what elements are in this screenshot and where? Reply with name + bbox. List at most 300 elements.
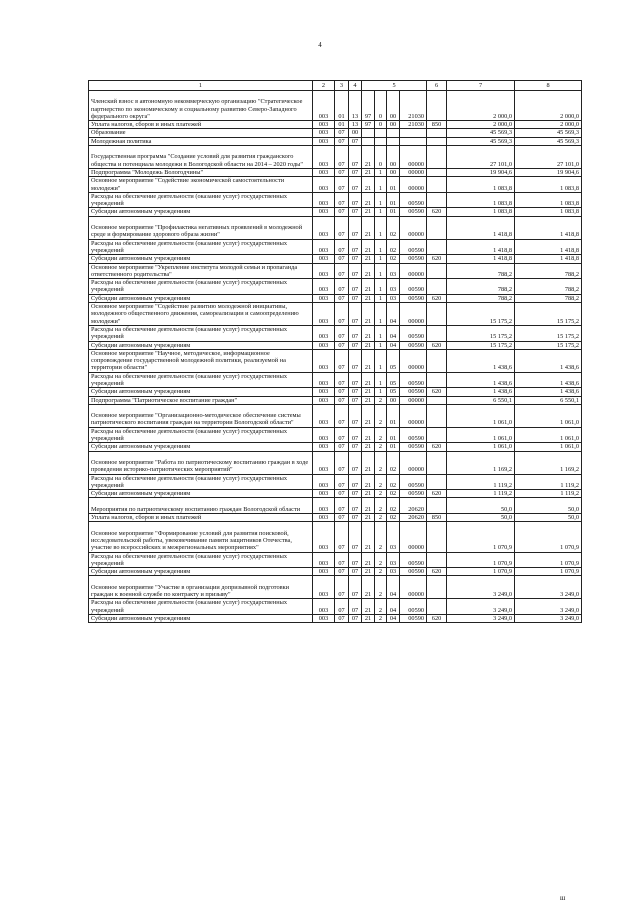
subsection-code-cell: 07	[349, 474, 362, 490]
amount-year1-cell: 19 904,6	[447, 168, 515, 176]
direction-code-cell: 00590	[400, 614, 427, 622]
amount-year1-cell: 3 249,0	[447, 614, 515, 622]
row-name-cell: Основное мероприятие "Укрепление института молодой семьи и пропаганда ответственного родительства"	[89, 263, 313, 279]
amount-year1-cell: 2 000,0	[447, 121, 515, 129]
ministry-code-cell: 003	[313, 325, 335, 341]
subsection-code-cell: 07	[349, 341, 362, 349]
table-row	[89, 239, 582, 255]
program-code-cell: 21	[362, 498, 375, 514]
direction-code-cell: 00590	[400, 279, 427, 295]
subsection-code-cell: 07	[349, 192, 362, 208]
subsection-code-cell: 07	[349, 568, 362, 576]
event-code-cell: 04	[387, 303, 400, 326]
direction-code-cell: 00590	[400, 443, 427, 451]
header-cell: 4	[349, 81, 362, 91]
amount-year2-cell: 1 070,9	[515, 568, 582, 576]
amount-year1-cell: 15 175,2	[447, 325, 515, 341]
table-row	[89, 129, 582, 137]
event-code-cell: 01	[387, 427, 400, 443]
amount-year2-cell: 1 438,6	[515, 349, 582, 372]
table-row	[89, 552, 582, 568]
amount-year1-cell: 1 438,6	[447, 388, 515, 396]
program-code-cell: 21	[362, 490, 375, 498]
ministry-code-cell: 003	[313, 294, 335, 302]
subsection-code-cell: 07	[349, 427, 362, 443]
amount-year1-cell: 788,2	[447, 294, 515, 302]
subsection-code-cell: 07	[349, 208, 362, 216]
section-code-cell: 07	[335, 498, 349, 514]
program-code-cell: 21	[362, 443, 375, 451]
section-code-cell: 07	[335, 279, 349, 295]
program-code-cell: 21	[362, 168, 375, 176]
ministry-code-cell: 003	[313, 427, 335, 443]
program-code-cell: 21	[362, 404, 375, 427]
subsection-code-cell: 07	[349, 349, 362, 372]
amount-year2-cell: 788,2	[515, 294, 582, 302]
expense-type-code-cell	[427, 372, 447, 388]
section-code-cell: 07	[335, 490, 349, 498]
table-row	[89, 490, 582, 498]
expense-type-code-cell	[427, 498, 447, 514]
expense-type-code-cell	[427, 146, 447, 169]
section-code-cell: 07	[335, 192, 349, 208]
subsection-code-cell: 07	[349, 303, 362, 326]
subprogram-code-cell: 1	[375, 372, 387, 388]
event-code-cell: 01	[387, 443, 400, 451]
row-name-cell: Субсидии автономным учреждениям	[89, 255, 313, 263]
row-name-cell: Основное мероприятие "Организационно-методическое обеспечение системы патриотического воспитания граждан на территории Вологодской области"	[89, 404, 313, 427]
amount-year1-cell: 1 061,0	[447, 443, 515, 451]
subsection-code-cell: 07	[349, 614, 362, 622]
amount-year2-cell: 1 418,8	[515, 239, 582, 255]
amount-year2-cell: 1 169,2	[515, 451, 582, 474]
table-row	[89, 451, 582, 474]
amount-year1-cell: 1 119,2	[447, 490, 515, 498]
expense-type-code-cell	[427, 137, 447, 145]
event-code-cell: 04	[387, 341, 400, 349]
row-name-cell: Уплата налогов, сборов и иных платежей	[89, 121, 313, 129]
row-name-cell: Основное мероприятие "Формирование условий для развития поисковой, исследовательской работы, увековечивание памяти защитников Отечества, участие во всероссийских и межрегиональных мероприятиях"	[89, 522, 313, 552]
event-code-cell: 04	[387, 614, 400, 622]
table-row	[89, 279, 582, 295]
direction-code-cell: 00000	[400, 451, 427, 474]
program-code-cell: 21	[362, 568, 375, 576]
direction-code-cell: 21030	[400, 91, 427, 121]
amount-year1-cell: 1 169,2	[447, 451, 515, 474]
program-code-cell: 21	[362, 396, 375, 404]
program-code-cell	[362, 137, 375, 145]
ministry-code-cell: 003	[313, 91, 335, 121]
row-name-cell: Основное мероприятие "Участие в организации допризывной подготовки граждан к военной службе по контракту и призыву"	[89, 576, 313, 599]
section-code-cell: 07	[335, 427, 349, 443]
direction-code-cell: 00000	[400, 576, 427, 599]
event-code-cell: 04	[387, 325, 400, 341]
event-code-cell	[387, 137, 400, 145]
subsection-code-cell: 07	[349, 490, 362, 498]
direction-code-cell: 00590	[400, 568, 427, 576]
ministry-code-cell: 003	[313, 474, 335, 490]
program-code-cell: 21	[362, 263, 375, 279]
program-code-cell: 21	[362, 427, 375, 443]
expense-type-code-cell: 620	[427, 490, 447, 498]
direction-code-cell: 00000	[400, 404, 427, 427]
ministry-code-cell: 003	[313, 372, 335, 388]
subsection-code-cell: 07	[349, 522, 362, 552]
expense-type-code-cell	[427, 129, 447, 137]
ministry-code-cell: 003	[313, 303, 335, 326]
program-code-cell: 21	[362, 177, 375, 193]
event-code-cell: 03	[387, 552, 400, 568]
subprogram-code-cell: 1	[375, 388, 387, 396]
event-code-cell: 05	[387, 349, 400, 372]
table-row	[89, 177, 582, 193]
header-cell: 5	[362, 81, 427, 91]
ministry-code-cell: 003	[313, 216, 335, 239]
row-name-cell: Расходы на обеспечение деятельности (оказание услуг) государственных учреждений	[89, 192, 313, 208]
direction-code-cell: 00000	[400, 177, 427, 193]
ministry-code-cell: 003	[313, 576, 335, 599]
amount-year2-cell: 15 175,2	[515, 325, 582, 341]
section-code-cell: 07	[335, 599, 349, 615]
amount-year1-cell: 27 101,0	[447, 146, 515, 169]
event-code-cell: 00	[387, 396, 400, 404]
header-cell: 2	[313, 81, 335, 91]
row-name-cell: Субсидии автономным учреждениям	[89, 388, 313, 396]
section-code-cell: 07	[335, 388, 349, 396]
event-code-cell: 01	[387, 208, 400, 216]
row-name-cell: Расходы на обеспечение деятельности (оказание услуг) государственных учреждений	[89, 552, 313, 568]
header-cell: 8	[515, 81, 582, 91]
program-code-cell: 21	[362, 341, 375, 349]
amount-year1-cell: 1 418,8	[447, 255, 515, 263]
section-code-cell: 07	[335, 303, 349, 326]
direction-code-cell	[400, 129, 427, 137]
section-code-cell: 07	[335, 216, 349, 239]
table-row	[89, 325, 582, 341]
ministry-code-cell: 003	[313, 599, 335, 615]
subprogram-code-cell: 2	[375, 404, 387, 427]
direction-code-cell: 00590	[400, 239, 427, 255]
amount-year1-cell: 1 438,6	[447, 349, 515, 372]
direction-code-cell: 00590	[400, 325, 427, 341]
amount-year1-cell: 50,0	[447, 498, 515, 514]
subprogram-code-cell: 2	[375, 396, 387, 404]
row-name-cell: Основное мероприятие "Профилактика негативных проявлений в молодежной среде и формирование здорового образа жизни"	[89, 216, 313, 239]
amount-year1-cell: 1 418,8	[447, 216, 515, 239]
header-cell: 1	[89, 81, 313, 91]
table-row	[89, 168, 582, 176]
subprogram-code-cell: 1	[375, 255, 387, 263]
subsection-code-cell: 07	[349, 168, 362, 176]
ministry-code-cell: 003	[313, 168, 335, 176]
program-code-cell: 21	[362, 294, 375, 302]
amount-year2-cell: 6 550,1	[515, 396, 582, 404]
amount-year1-cell: 45 569,3	[447, 129, 515, 137]
table-row	[89, 443, 582, 451]
subsection-code-cell: 07	[349, 404, 362, 427]
subprogram-code-cell: 2	[375, 427, 387, 443]
direction-code-cell: 00590	[400, 552, 427, 568]
event-code-cell: 03	[387, 522, 400, 552]
subprogram-code-cell: 2	[375, 490, 387, 498]
section-code-cell: 07	[335, 255, 349, 263]
amount-year1-cell: 3 249,0	[447, 599, 515, 615]
amount-year1-cell: 1 418,8	[447, 239, 515, 255]
direction-code-cell	[400, 137, 427, 145]
subsection-code-cell: 07	[349, 146, 362, 169]
subprogram-code-cell: 0	[375, 121, 387, 129]
ministry-code-cell: 003	[313, 568, 335, 576]
amount-year2-cell: 1 083,8	[515, 208, 582, 216]
expense-type-code-cell: 620	[427, 294, 447, 302]
section-code-cell: 07	[335, 568, 349, 576]
section-code-cell: 07	[335, 451, 349, 474]
row-name-cell: Расходы на обеспечение деятельности (оказание услуг) государственных учреждений	[89, 474, 313, 490]
section-code-cell: 07	[335, 514, 349, 522]
header-cell: 7	[447, 81, 515, 91]
subprogram-code-cell: 1	[375, 208, 387, 216]
direction-code-cell: 00000	[400, 263, 427, 279]
event-code-cell: 02	[387, 255, 400, 263]
ministry-code-cell: 003	[313, 349, 335, 372]
amount-year2-cell: 50,0	[515, 514, 582, 522]
event-code-cell: 01	[387, 404, 400, 427]
subprogram-code-cell: 1	[375, 216, 387, 239]
ministry-code-cell: 003	[313, 255, 335, 263]
subsection-code-cell: 07	[349, 216, 362, 239]
program-code-cell: 21	[362, 192, 375, 208]
row-name-cell: Субсидии автономным учреждениям	[89, 294, 313, 302]
subsection-code-cell: 07	[349, 552, 362, 568]
amount-year2-cell: 45 569,3	[515, 129, 582, 137]
amount-year2-cell: 788,2	[515, 279, 582, 295]
section-code-cell: 07	[335, 208, 349, 216]
expense-type-code-cell	[427, 396, 447, 404]
row-name-cell: Расходы на обеспечение деятельности (оказание услуг) государственных учреждений	[89, 279, 313, 295]
direction-code-cell: 00000	[400, 303, 427, 326]
amount-year1-cell: 1 070,9	[447, 552, 515, 568]
program-code-cell: 21	[362, 576, 375, 599]
subsection-code-cell: 00	[349, 129, 362, 137]
header-cell: 6	[427, 81, 447, 91]
subsection-code-cell: 07	[349, 177, 362, 193]
amount-year1-cell: 50,0	[447, 514, 515, 522]
program-code-cell: 21	[362, 255, 375, 263]
subprogram-code-cell: 1	[375, 294, 387, 302]
table-row	[89, 498, 582, 514]
program-code-cell: 97	[362, 121, 375, 129]
amount-year2-cell: 2 000,0	[515, 121, 582, 129]
expense-type-code-cell: 620	[427, 443, 447, 451]
table-row	[89, 216, 582, 239]
subsection-code-cell: 07	[349, 514, 362, 522]
subprogram-code-cell: 2	[375, 451, 387, 474]
section-code-cell: 01	[335, 91, 349, 121]
section-code-cell: 07	[335, 177, 349, 193]
amount-year2-cell: 2 000,0	[515, 91, 582, 121]
table-row	[89, 263, 582, 279]
ministry-code-cell: 003	[313, 341, 335, 349]
row-name-cell: Расходы на обеспечение деятельности (оказание услуг) государственных учреждений	[89, 325, 313, 341]
direction-code-cell: 00590	[400, 599, 427, 615]
subsection-code-cell: 07	[349, 396, 362, 404]
expense-type-code-cell: 620	[427, 341, 447, 349]
row-name-cell: Субсидии автономным учреждениям	[89, 341, 313, 349]
row-name-cell: Членский взнос в автономную некоммерческую организацию "Стратегическое партнерство по экономическому и социальному развитию Северо-Западного федерального округа"	[89, 91, 313, 121]
subprogram-code-cell: 1	[375, 349, 387, 372]
expense-type-code-cell: 620	[427, 388, 447, 396]
table-row	[89, 427, 582, 443]
direction-code-cell: 00590	[400, 474, 427, 490]
budget-table	[88, 80, 582, 623]
event-code-cell: 04	[387, 576, 400, 599]
event-code-cell: 02	[387, 490, 400, 498]
subprogram-code-cell: 0	[375, 91, 387, 121]
subsection-code-cell: 07	[349, 263, 362, 279]
amount-year1-cell: 1 438,6	[447, 372, 515, 388]
table-row	[89, 137, 582, 145]
table-row	[89, 294, 582, 302]
subprogram-code-cell: 1	[375, 279, 387, 295]
table-row	[89, 522, 582, 552]
expense-type-code-cell	[427, 404, 447, 427]
amount-year2-cell: 1 070,9	[515, 552, 582, 568]
event-code-cell: 02	[387, 498, 400, 514]
subsection-code-cell: 07	[349, 137, 362, 145]
expense-type-code-cell	[427, 216, 447, 239]
row-name-cell: Мероприятия по патриотическому воспитанию граждан Вологодской области	[89, 498, 313, 514]
row-name-cell: Подпрограмма "Патриотическое воспитание граждан"	[89, 396, 313, 404]
program-code-cell: 21	[362, 325, 375, 341]
expense-type-code-cell	[427, 239, 447, 255]
program-code-cell: 21	[362, 522, 375, 552]
table-row	[89, 341, 582, 349]
ministry-code-cell: 003	[313, 614, 335, 622]
row-name-cell: Основное мероприятие "Содействие экономической самостоятельности молодежи"	[89, 177, 313, 193]
program-code-cell: 21	[362, 146, 375, 169]
ministry-code-cell: 003	[313, 404, 335, 427]
expense-type-code-cell	[427, 263, 447, 279]
row-name-cell: Уплата налогов, сборов и иных платежей	[89, 514, 313, 522]
row-name-cell: Расходы на обеспечение деятельности (оказание услуг) государственных учреждений	[89, 372, 313, 388]
amount-year2-cell: 1 083,8	[515, 192, 582, 208]
row-name-cell: Расходы на обеспечение деятельности (оказание услуг) государственных учреждений	[89, 239, 313, 255]
direction-code-cell: 00000	[400, 522, 427, 552]
subprogram-code-cell: 1	[375, 263, 387, 279]
subprogram-code-cell: 1	[375, 303, 387, 326]
section-code-cell: 07	[335, 341, 349, 349]
expense-type-code-cell: 850	[427, 514, 447, 522]
expense-type-code-cell	[427, 451, 447, 474]
row-name-cell: Основное мероприятие "Работа по патриотическому воспитанию граждан в ходе проведения историко-патриотических мероприятий"	[89, 451, 313, 474]
amount-year2-cell: 1 119,2	[515, 490, 582, 498]
ministry-code-cell: 003	[313, 192, 335, 208]
table-row	[89, 146, 582, 169]
program-code-cell: 21	[362, 474, 375, 490]
amount-year2-cell: 788,2	[515, 263, 582, 279]
expense-type-code-cell	[427, 576, 447, 599]
subprogram-code-cell: 1	[375, 239, 387, 255]
ministry-code-cell: 003	[313, 177, 335, 193]
section-code-cell: 07	[335, 552, 349, 568]
expense-type-code-cell: 620	[427, 614, 447, 622]
table-row	[89, 255, 582, 263]
subsection-code-cell: 07	[349, 294, 362, 302]
expense-type-code-cell	[427, 522, 447, 552]
amount-year1-cell: 45 569,3	[447, 137, 515, 145]
amount-year1-cell: 1 061,0	[447, 404, 515, 427]
header-cell: 3	[335, 81, 349, 91]
table-row	[89, 121, 582, 129]
direction-code-cell: 00000	[400, 168, 427, 176]
event-code-cell: 05	[387, 372, 400, 388]
subprogram-code-cell: 2	[375, 552, 387, 568]
event-code-cell: 00	[387, 168, 400, 176]
direction-code-cell: 00590	[400, 372, 427, 388]
direction-code-cell: 00000	[400, 349, 427, 372]
expense-type-code-cell	[427, 427, 447, 443]
footer-mark: ш	[560, 894, 567, 902]
row-name-cell: Молодежная политика	[89, 137, 313, 145]
row-name-cell: Подпрограмма "Молодежь Вологодчины"	[89, 168, 313, 176]
table-row	[89, 396, 582, 404]
program-code-cell: 21	[362, 451, 375, 474]
amount-year1-cell: 788,2	[447, 263, 515, 279]
table-row	[89, 404, 582, 427]
subprogram-code-cell: 2	[375, 443, 387, 451]
amount-year1-cell: 2 000,0	[447, 91, 515, 121]
row-name-cell: Субсидии автономным учреждениям	[89, 614, 313, 622]
section-code-cell: 07	[335, 294, 349, 302]
expense-type-code-cell: 850	[427, 121, 447, 129]
row-name-cell: Расходы на обеспечение деятельности (оказание услуг) государственных учреждений	[89, 599, 313, 615]
event-code-cell: 03	[387, 568, 400, 576]
expense-type-code-cell	[427, 552, 447, 568]
table-row	[89, 388, 582, 396]
row-name-cell: Субсидии автономным учреждениям	[89, 490, 313, 498]
subsection-code-cell: 07	[349, 372, 362, 388]
subsection-code-cell: 07	[349, 325, 362, 341]
subprogram-code-cell: 2	[375, 514, 387, 522]
event-code-cell: 02	[387, 514, 400, 522]
subprogram-code-cell: 2	[375, 576, 387, 599]
direction-code-cell: 00000	[400, 396, 427, 404]
event-code-cell: 04	[387, 599, 400, 615]
subprogram-code-cell	[375, 129, 387, 137]
page-number: 4	[318, 41, 322, 49]
direction-code-cell: 20620	[400, 498, 427, 514]
subsection-code-cell: 07	[349, 279, 362, 295]
row-name-cell: Основное мероприятие "Содействие развитию молодежной инициативы, молодежного общественного движения, самореализации и самоопределению молодежи"	[89, 303, 313, 326]
ministry-code-cell: 003	[313, 490, 335, 498]
event-code-cell: 00	[387, 146, 400, 169]
program-code-cell	[362, 129, 375, 137]
direction-code-cell: 00000	[400, 216, 427, 239]
subsection-code-cell: 07	[349, 255, 362, 263]
ministry-code-cell: 003	[313, 121, 335, 129]
direction-code-cell: 00590	[400, 341, 427, 349]
event-code-cell: 01	[387, 177, 400, 193]
subsection-code-cell: 07	[349, 451, 362, 474]
ministry-code-cell: 003	[313, 552, 335, 568]
subprogram-code-cell: 1	[375, 192, 387, 208]
subprogram-code-cell: 2	[375, 474, 387, 490]
ministry-code-cell: 003	[313, 451, 335, 474]
amount-year2-cell: 15 175,2	[515, 303, 582, 326]
subsection-code-cell: 13	[349, 121, 362, 129]
table-body	[89, 91, 582, 623]
program-code-cell: 21	[362, 279, 375, 295]
